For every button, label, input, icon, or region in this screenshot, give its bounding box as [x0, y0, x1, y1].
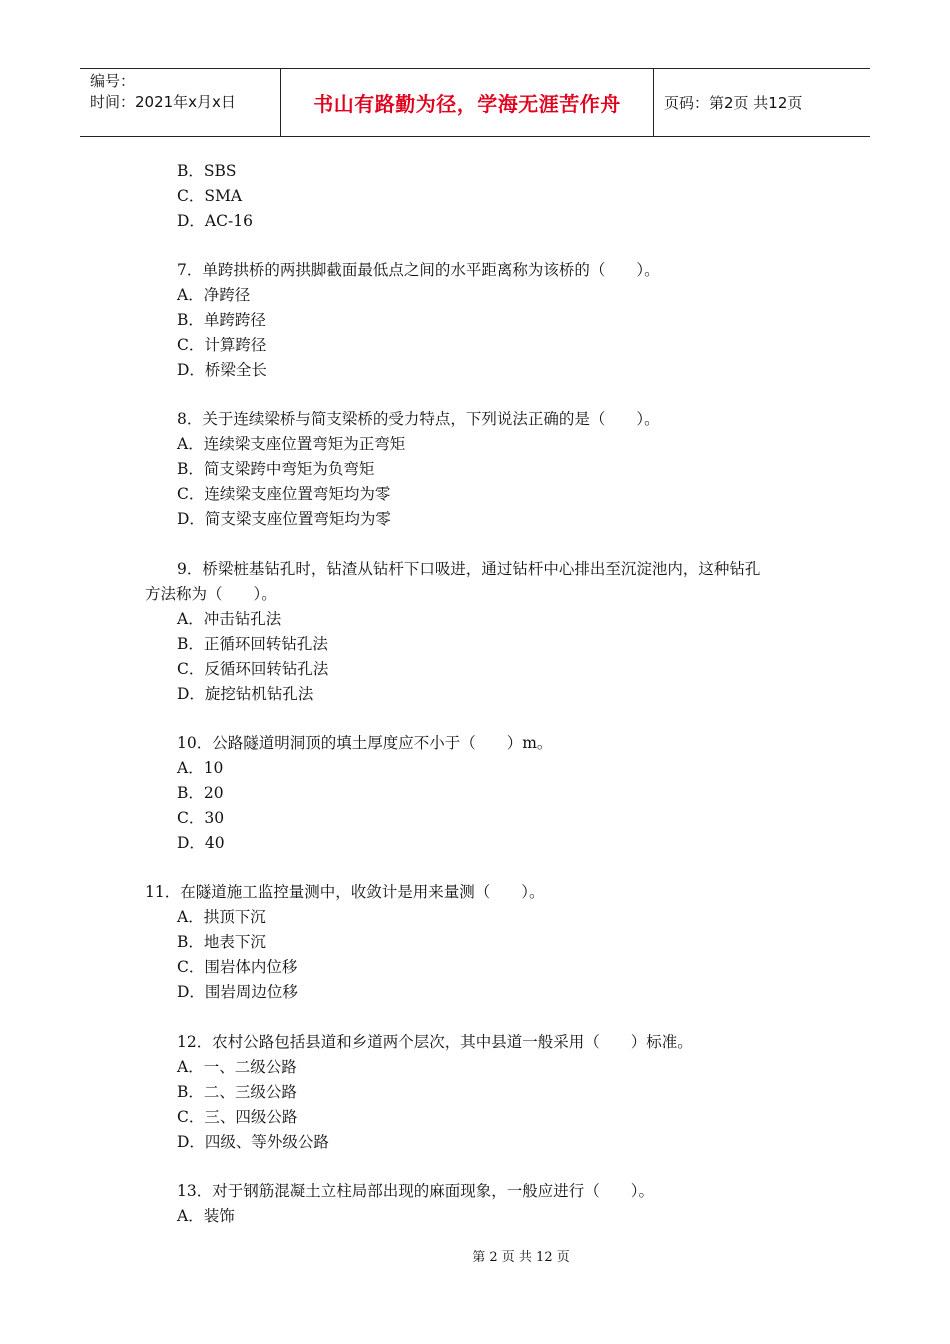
option-c-q10: C．30 [177, 809, 225, 827]
option-d-q12: D．四级、等外级公路 [177, 1133, 329, 1151]
option-c-q7: C．计算跨径 [177, 336, 267, 354]
option-a-q9: A．冲击钻孔法 [177, 610, 282, 628]
option-a-q8: A．连续梁支座位置弯矩为正弯矩 [177, 435, 406, 453]
option-b-q11: B．地表下沉 [177, 933, 266, 951]
option-c-q12: C．三、四级公路 [177, 1108, 298, 1126]
question-7: 7．单跨拱桥的两拱脚截面最低点之间的水平距离称为该桥的（ ）。 [177, 261, 660, 279]
option-c-q8: C．连续梁支座位置弯矩均为零 [177, 485, 391, 503]
option-c-q6: C．SMA [177, 187, 243, 205]
option-d-q8: D．简支梁支座位置弯矩均为零 [177, 510, 391, 528]
option-b-q9: B．正循环回转钻孔法 [177, 635, 328, 653]
option-b-q12: B．二、三级公路 [177, 1083, 297, 1101]
question-13: 13．对于钢筋混凝土立柱局部出现的麻面现象，一般应进行（ ）。 [177, 1182, 654, 1200]
option-a-q7: A．净跨径 [177, 286, 251, 304]
header-page-info: 页码：第2页 共12页 [664, 94, 803, 112]
question-9-continued: 方法称为（ ）。 [145, 585, 277, 603]
question-12: 12．农村公路包括县道和乡道两个层次，其中县道一般采用（ ）标准。 [177, 1033, 693, 1051]
doc-time-label: 时间：2021年x月x日 [90, 93, 236, 111]
page-header [80, 68, 870, 137]
option-d-q7: D．桥梁全长 [177, 361, 267, 379]
option-a-q13: A．装饰 [177, 1207, 235, 1225]
option-a-q10: A．10 [177, 759, 224, 777]
question-9: 9．桥梁桩基钻孔时，钻渣从钻杆下口吸进，通过钻杆中心排出至沉淀池内，这种钻孔 [177, 560, 761, 578]
option-b-q6: B．SBS [177, 162, 237, 180]
option-d-q6: D．AC-16 [177, 212, 253, 230]
question-11: 11．在隧道施工监控量测中，收敛计是用来量测（ ）。 [145, 883, 545, 901]
header-motto: 书山有路勤为径，学海无涯苦作舟 [281, 69, 654, 136]
option-b-q8: B．简支梁跨中弯矩为负弯矩 [177, 460, 375, 478]
option-d-q9: D．旋挖钻机钻孔法 [177, 685, 314, 703]
option-c-q11: C．围岩体内位移 [177, 958, 298, 976]
header-meta [80, 69, 281, 136]
option-d-q10: D．40 [177, 834, 225, 852]
option-d-q11: D．围岩周边位移 [177, 983, 298, 1001]
question-8: 8．关于连续梁桥与简支梁桥的受力特点，下列说法正确的是（ ）。 [177, 410, 660, 428]
option-a-q12: A．一、二级公路 [177, 1058, 297, 1076]
option-b-q10: B．20 [177, 784, 224, 802]
doc-code-label: 编号： [90, 72, 136, 90]
option-c-q9: C．反循环回转钻孔法 [177, 660, 329, 678]
option-b-q7: B．单跨跨径 [177, 311, 266, 329]
option-a-q11: A．拱顶下沉 [177, 908, 266, 926]
page-footer: 第 2 页 共 12 页 [472, 1250, 570, 1265]
question-10: 10．公路隧道明洞顶的填土厚度应不小于（ ）m。 [177, 734, 553, 752]
